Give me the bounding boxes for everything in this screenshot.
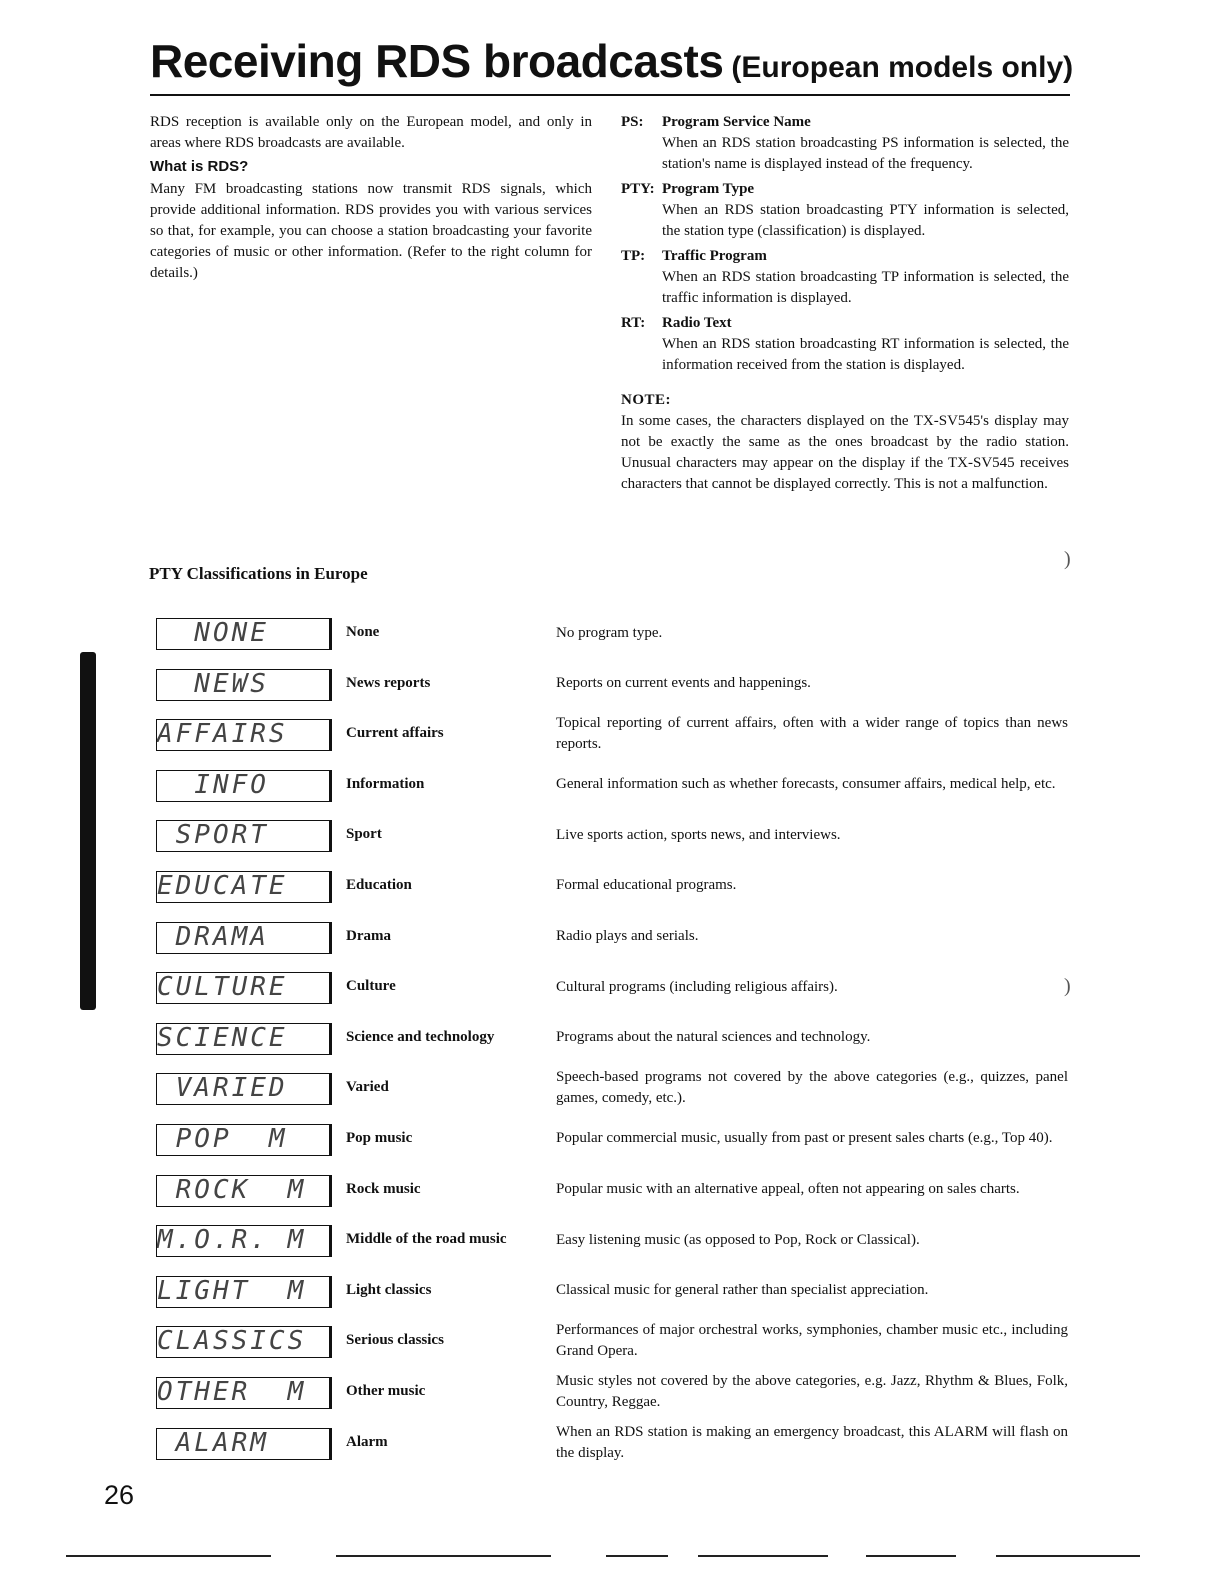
pty-row bbox=[156, 1013, 1071, 1064]
pty-description-cell bbox=[556, 1316, 1068, 1366]
pty-category-name: Pop music bbox=[346, 1129, 413, 1146]
title-subtitle: (European models only) bbox=[731, 51, 1074, 84]
pty-category-name: News reports bbox=[346, 674, 431, 691]
pty-row bbox=[156, 1114, 1071, 1165]
pty-category-name: Varied bbox=[346, 1079, 389, 1096]
pty-display-box: SCIENCE bbox=[156, 1023, 332, 1055]
pty-description: Popular commercial music, usually from past or present sales charts (e.g., Top 40). bbox=[556, 1130, 1053, 1147]
footer-rule bbox=[66, 1555, 1140, 1557]
pty-display-box: NONE bbox=[156, 618, 332, 650]
pty-description: Performances of major orchestral works, symphonies, chamber music etc., including Grand Opera. bbox=[556, 1322, 1068, 1360]
definition-desc: When an RDS station broadcasting PTY information is selected, the station type (classification) is displayed. bbox=[662, 202, 1069, 239]
definition-abbr: RT: bbox=[621, 315, 646, 331]
intro-column bbox=[150, 112, 592, 284]
pty-category-name: Other music bbox=[346, 1382, 426, 1399]
definition-term: Radio Text bbox=[662, 315, 732, 331]
definition-term: Program Service Name bbox=[662, 114, 811, 130]
definition-term: Traffic Program bbox=[662, 248, 767, 264]
pty-table bbox=[156, 608, 1071, 1468]
definition-abbr: PTY: bbox=[621, 181, 655, 197]
page-number: 26 bbox=[104, 1480, 135, 1510]
pty-display-box: M.O.R. M bbox=[156, 1225, 332, 1257]
pty-category-name: Serious classics bbox=[346, 1332, 444, 1349]
page-title bbox=[150, 34, 1074, 96]
scan-mark: ) bbox=[1064, 548, 1071, 570]
pty-category-name: Light classics bbox=[346, 1281, 432, 1298]
pty-category-name: Science and technology bbox=[346, 1028, 495, 1045]
pty-display-box: POP M bbox=[156, 1124, 332, 1156]
pty-description: Programs about the natural sciences and technology. bbox=[556, 1029, 871, 1046]
pty-display-box: ROCK M bbox=[156, 1175, 332, 1207]
pty-display-box: INFO bbox=[156, 770, 332, 802]
pty-category-name: Current affairs bbox=[346, 725, 444, 742]
pty-heading: PTY Classifications in Europe bbox=[149, 564, 368, 583]
pty-description: Formal educational programs. bbox=[556, 877, 737, 894]
pty-description: General information such as whether forecasts, consumer affairs, medical help, etc. bbox=[556, 776, 1056, 793]
intro-paragraph-2: Many FM broadcasting stations now transmit RDS signals, which provide additional information. RDS provides you with various services so that, for example, you can choose a station broadcasting your favorite categories of music or other information. (Refer to the right column for details.) bbox=[150, 181, 592, 281]
pty-category-name: Information bbox=[346, 775, 425, 792]
definition-desc: When an RDS station broadcasting RT information is selected, the information received from the station is displayed. bbox=[662, 336, 1069, 373]
pty-display-box: DRAMA bbox=[156, 922, 332, 954]
pty-row bbox=[156, 1418, 1071, 1469]
pty-display-box: VARIED bbox=[156, 1073, 332, 1105]
pty-description: Music styles not covered by the above categories, e.g. Jazz, Rhythm & Blues, Folk, Country, Reggae. bbox=[556, 1372, 1068, 1410]
pty-row bbox=[156, 912, 1071, 963]
pty-row bbox=[156, 1367, 1071, 1418]
definition-rt bbox=[621, 313, 1069, 376]
pty-display-box: NEWS bbox=[156, 669, 332, 701]
note-heading: NOTE: bbox=[621, 392, 672, 408]
pty-description-cell bbox=[556, 810, 1068, 860]
pty-row bbox=[156, 1215, 1071, 1266]
pty-row bbox=[156, 1316, 1071, 1367]
pty-category-name: Culture bbox=[346, 978, 396, 995]
intro-paragraph-1: RDS reception is available only on the European model, and only in areas where RDS broadcasts are available. bbox=[150, 114, 592, 151]
pty-row bbox=[156, 861, 1071, 912]
definition-ps bbox=[621, 112, 1069, 175]
pty-description-cell bbox=[556, 608, 1068, 658]
pty-description-cell bbox=[556, 659, 1068, 709]
pty-description-cell bbox=[556, 760, 1068, 810]
pty-category-name: Drama bbox=[346, 927, 391, 944]
pty-description: When an RDS station is making an emergency broadcast, this ALARM will flash on the display. bbox=[556, 1423, 1068, 1461]
thumb-index-tab bbox=[80, 652, 96, 1010]
pty-display-box: CLASSICS bbox=[156, 1326, 332, 1358]
pty-row bbox=[156, 962, 1071, 1013]
pty-description-cell bbox=[556, 861, 1068, 911]
pty-category-name: Education bbox=[346, 876, 412, 893]
scan-mark: ) bbox=[1064, 975, 1071, 997]
pty-row bbox=[156, 760, 1071, 811]
pty-description: Speech-based programs not covered by the above categories (e.g., quizzes, panel games, comedy, etc.). bbox=[556, 1069, 1068, 1107]
pty-category-name: Alarm bbox=[346, 1433, 388, 1450]
definitions-column bbox=[621, 112, 1069, 495]
note-text: In some cases, the characters displayed on the TX-SV545's display may not be exactly the same as the ones broadcast by the radio station. Unusual characters may appear on the display if the TX-SV545 receives characters that cannot be displayed correctly. This is not a malfunction. bbox=[621, 413, 1069, 492]
definition-pty bbox=[621, 179, 1069, 242]
pty-description: Cultural programs (including religious affairs). bbox=[556, 978, 838, 995]
intro-heading: What is RDS? bbox=[150, 158, 249, 175]
pty-category-name: Rock music bbox=[346, 1180, 421, 1197]
definition-tp bbox=[621, 246, 1069, 309]
pty-description-cell bbox=[556, 962, 1068, 1012]
definition-abbr: TP: bbox=[621, 248, 646, 264]
pty-display-box: OTHER M bbox=[156, 1377, 332, 1409]
pty-display-box: EDUCATE bbox=[156, 871, 332, 903]
pty-description-cell bbox=[556, 1266, 1068, 1316]
pty-row bbox=[156, 1266, 1071, 1317]
pty-description-cell bbox=[556, 1114, 1068, 1164]
pty-category-name: Middle of the road music bbox=[346, 1231, 507, 1248]
title-main: Receiving RDS broadcasts bbox=[150, 35, 724, 87]
pty-description-cell bbox=[556, 1418, 1068, 1468]
pty-row bbox=[156, 1063, 1071, 1114]
pty-display-box: LIGHT M bbox=[156, 1276, 332, 1308]
definition-desc: When an RDS station broadcasting PS information is selected, the station's name is displayed instead of the frequency. bbox=[662, 135, 1069, 172]
pty-description-cell bbox=[556, 1215, 1068, 1265]
pty-description: Classical music for general rather than specialist appreciation. bbox=[556, 1282, 929, 1299]
pty-description-cell bbox=[556, 912, 1068, 962]
pty-category-name: Sport bbox=[346, 826, 382, 843]
pty-display-box: CULTURE bbox=[156, 972, 332, 1004]
pty-row bbox=[156, 810, 1071, 861]
pty-description: Topical reporting of current affairs, often with a wider range of topics than news reports. bbox=[556, 715, 1068, 753]
pty-description: No program type. bbox=[556, 624, 663, 641]
pty-row bbox=[156, 659, 1071, 710]
definition-abbr: PS: bbox=[621, 114, 644, 130]
pty-description-cell bbox=[556, 1165, 1068, 1215]
pty-description-cell bbox=[556, 709, 1068, 759]
pty-category-name: None bbox=[346, 624, 380, 640]
pty-description: Popular music with an alternative appeal, often not appearing on sales charts. bbox=[556, 1181, 1020, 1198]
pty-description: Easy listening music (as opposed to Pop, Rock or Classical). bbox=[556, 1231, 920, 1248]
definition-desc: When an RDS station broadcasting TP information is selected, the traffic information is displayed. bbox=[662, 269, 1069, 306]
pty-display-box: AFFAIRS bbox=[156, 719, 332, 751]
pty-description-cell bbox=[556, 1063, 1068, 1113]
definition-term: Program Type bbox=[662, 181, 755, 197]
pty-row bbox=[156, 608, 1071, 659]
pty-description: Reports on current events and happenings. bbox=[556, 675, 811, 692]
pty-display-box: SPORT bbox=[156, 820, 332, 852]
pty-description: Radio plays and serials. bbox=[556, 928, 699, 945]
pty-row bbox=[156, 1165, 1071, 1216]
pty-description-cell bbox=[556, 1367, 1068, 1417]
pty-row bbox=[156, 709, 1071, 760]
pty-display-box: ALARM bbox=[156, 1428, 332, 1460]
pty-description-cell bbox=[556, 1013, 1068, 1063]
pty-description: Live sports action, sports news, and interviews. bbox=[556, 826, 841, 843]
